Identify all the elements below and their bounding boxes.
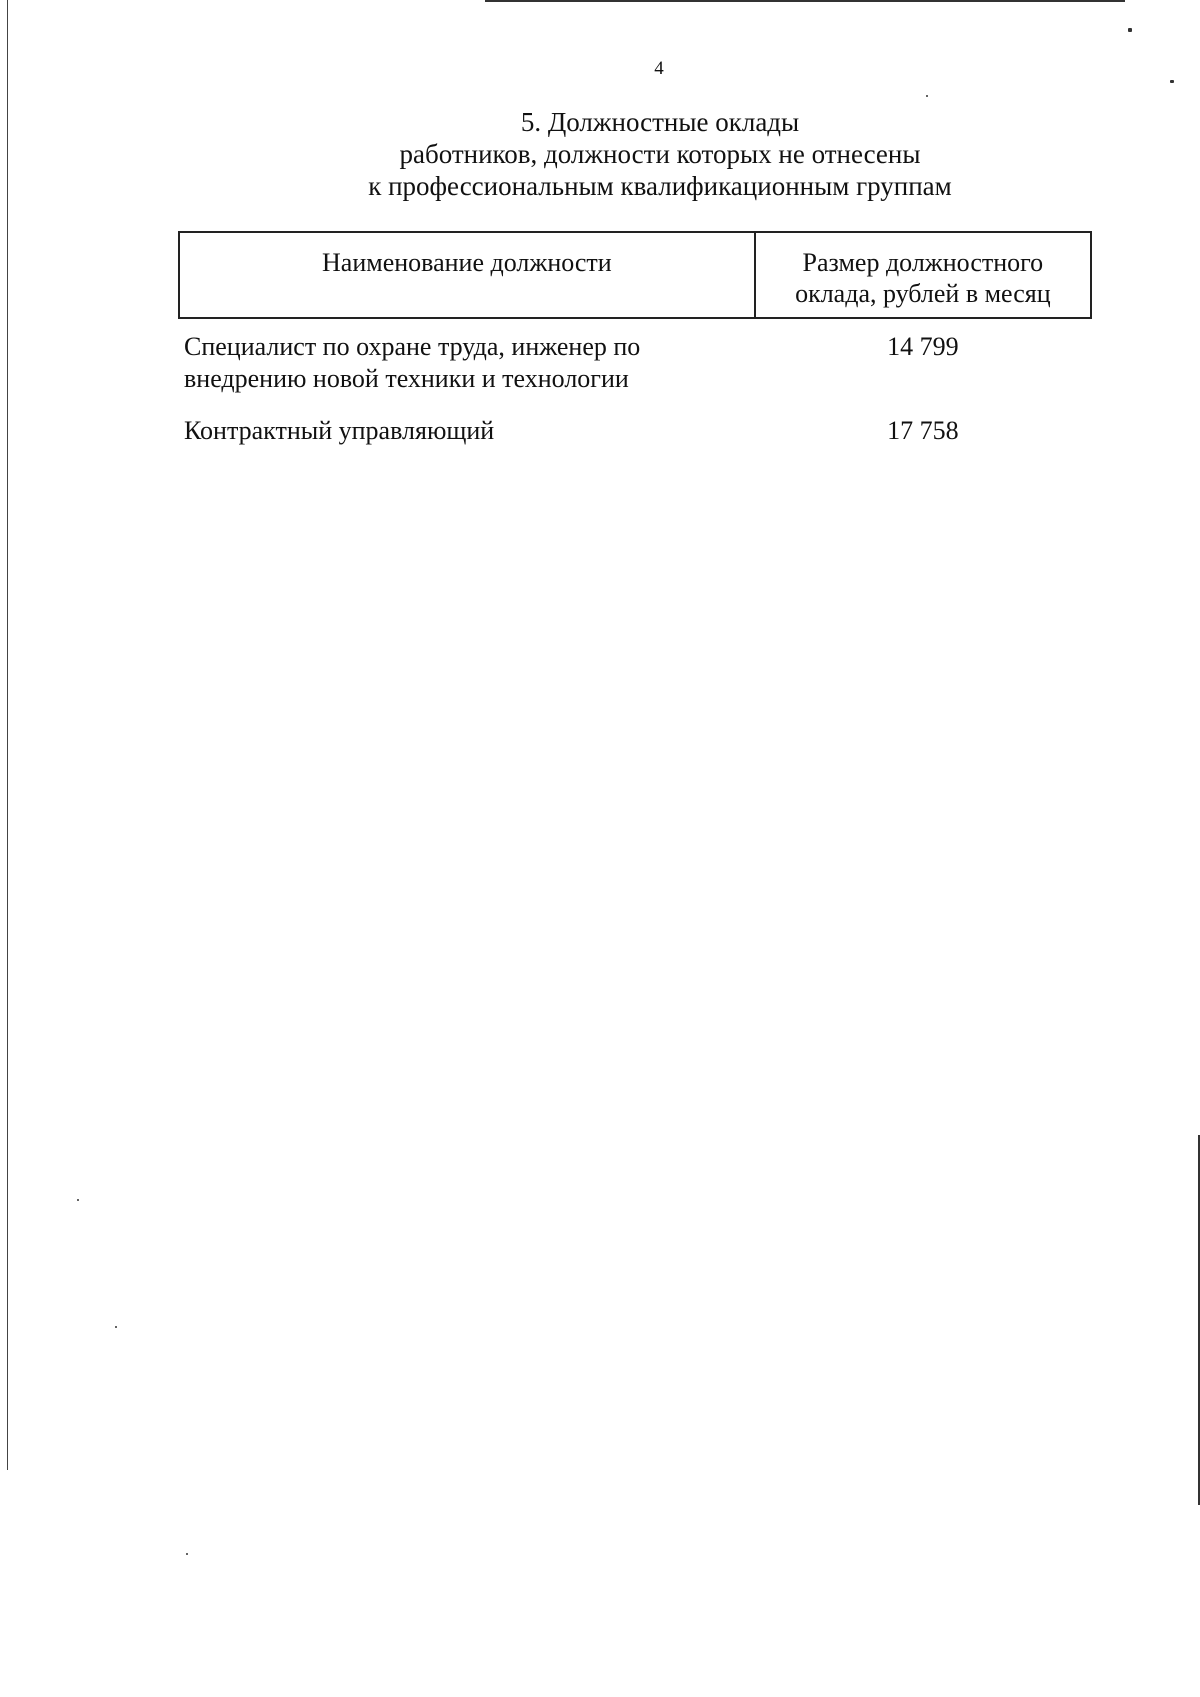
scan-speck: [115, 1326, 117, 1328]
header-salary: [755, 232, 1091, 318]
section-title-line: к профессиональным квалификационным группам: [368, 171, 952, 201]
header-salary-line: Размер должностного: [802, 248, 1044, 277]
position-name-line: Контрактный управляющий: [184, 416, 495, 445]
salary-table: [178, 231, 1092, 447]
section-title-line: работников, должности которых не отнесены: [399, 139, 921, 169]
scan-edge-top: [485, 0, 1125, 2]
scan-speck: [1170, 80, 1174, 83]
salary-value-cell: 17 758: [887, 416, 959, 445]
scan-speck: [186, 1553, 188, 1555]
scan-speck: [1128, 28, 1132, 32]
section-title: [200, 106, 1120, 202]
table-row: [179, 395, 1091, 447]
header-position-name: [179, 232, 755, 318]
section-title-line: 5. Должностные оклады: [520, 107, 800, 137]
table-header-row: [179, 232, 1091, 318]
scan-speck: [77, 1199, 79, 1201]
header-position-name-text: Наименование должности: [322, 248, 612, 277]
position-name-cell: [179, 395, 755, 447]
table-row: [179, 318, 1091, 395]
scan-speck: [926, 95, 928, 97]
position-name-cell: [179, 318, 755, 395]
scan-edge-left: [7, 0, 8, 1470]
page-number: 4: [654, 58, 664, 79]
header-salary-line: оклада, рублей в месяц: [795, 279, 1051, 308]
position-name-line: Специалист по охране труда, инженер по: [184, 332, 641, 361]
position-name-line: внедрению новой техники и технологии: [184, 364, 629, 393]
salary-value-cell: 14 799: [887, 332, 959, 361]
